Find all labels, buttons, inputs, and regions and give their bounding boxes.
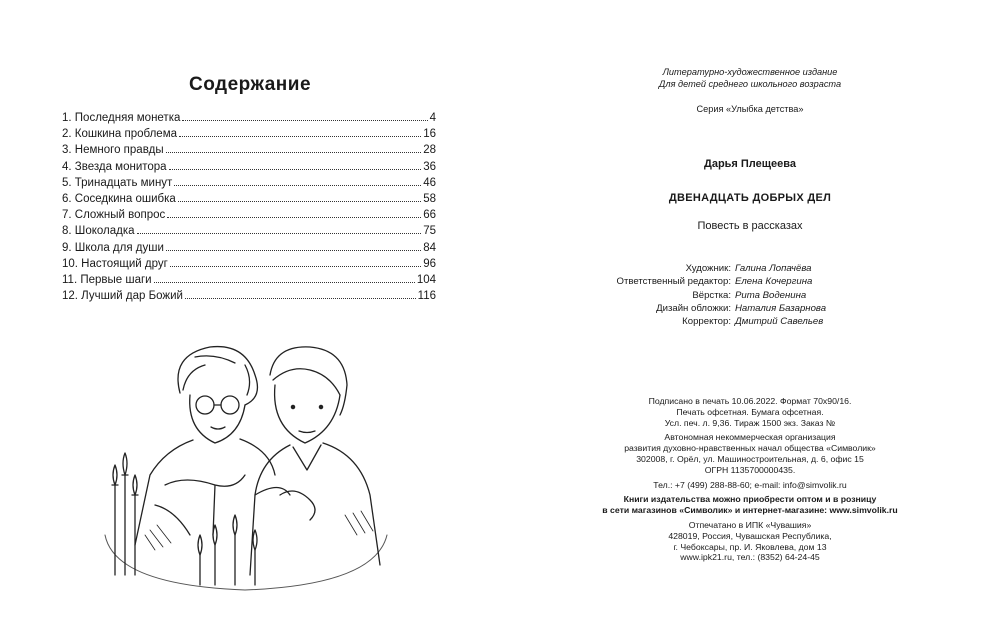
book-subtitle: Повесть в рассказах (697, 220, 803, 232)
imprint-shop: в сети магазинов «Символик» и интернет-магазине: www.simvolik.ru (602, 505, 898, 516)
toc-leader (137, 233, 422, 234)
toc-list (62, 110, 436, 304)
toc-entry-title: 3. Немного правды (62, 144, 164, 157)
toc-entry-page: 58 (423, 192, 436, 205)
imprint-contacts: Тел.: +7 (499) 288-88-60; e-mail: info@simvolik.ru (653, 479, 847, 490)
toc-entry-title: 5. Тринадцать минут (62, 176, 173, 189)
credit-name: Наталия Базарнова (735, 302, 827, 314)
credit-name: Елена Кочергина (735, 276, 813, 288)
toc-entry-title: 1. Последняя монетка (62, 112, 181, 124)
credit-name: Галина Лопачёва (735, 263, 812, 274)
toc-entry-title: 7. Сложный вопрос (62, 209, 166, 222)
toc-entry (62, 175, 436, 191)
toc-entry-title: 9. Школа для души (62, 241, 164, 254)
genre-line: Литературно-художественное издание (662, 67, 838, 77)
credit-row (500, 275, 1000, 288)
imprint-printer: г. Чебоксары, пр. И. Яковлева, дом 13 (673, 541, 827, 552)
imprint-print-run: Усл. печ. л. 9,36. Тираж 1500 экз. Заказ № (664, 417, 836, 428)
author-name: Дарья Плещеева (703, 158, 797, 170)
credit-name: Рита Воденина (735, 289, 807, 301)
toc-entry-page: 75 (423, 225, 436, 238)
toc-entry-title: 12. Лучший дар Божий (62, 290, 183, 303)
toc-entry (62, 240, 436, 256)
toc-leader (166, 152, 422, 153)
toc-leader (174, 185, 421, 186)
credit-row (500, 302, 1000, 315)
series-line: Серия «Улыбка детства» (696, 104, 804, 114)
toc-entry (62, 126, 436, 142)
toc-entry-title: 2. Кошкина проблема (62, 128, 177, 141)
credit-role: Художник: (685, 263, 731, 274)
toc-entry (62, 272, 436, 288)
toc-entry-title: 4. Звезда монитора (62, 160, 167, 173)
toc-entry-title: 11. Первые шаги (62, 273, 152, 286)
credits-block (500, 262, 1000, 328)
credit-row (500, 315, 1000, 328)
toc-entry-page: 84 (423, 241, 436, 254)
imprint-printer: 428019, Россия, Чувашская Республика, (668, 530, 832, 541)
toc-entry-page: 46 (423, 176, 436, 189)
toc-leader (154, 282, 415, 283)
imprint-paper: Печать офсетная. Бумага офсетная. (676, 406, 824, 417)
toc-entry (62, 288, 436, 304)
toc-leader (178, 201, 421, 202)
toc-entry-title: 8. Шоколадка (62, 225, 135, 238)
toc-entry-page: 36 (423, 160, 436, 173)
toc-entry (62, 142, 436, 158)
toc-entry-page: 104 (416, 273, 436, 286)
right-page (500, 0, 1000, 618)
toc-entry (62, 191, 436, 207)
credit-row (500, 289, 1000, 302)
toc-entry-page: 4 (429, 112, 436, 124)
imprint-address: 302008, г. Орёл, ул. Машиностроительная, д. 6, офис 15 (636, 453, 864, 464)
book-title: ДВЕНАДЦАТЬ ДОБРЫХ ДЕЛ (668, 192, 832, 204)
toc-leader (182, 120, 427, 121)
toc-entry (62, 256, 436, 272)
toc-leader (179, 136, 421, 137)
credit-name: Дмитрий Савельев (735, 316, 824, 328)
imprint-org: Автономная некоммерческая организация (664, 432, 836, 443)
toc-entry-title: 10. Настоящий друг (62, 257, 168, 270)
toc-entry (62, 223, 436, 239)
toc-entry-page: 116 (417, 290, 436, 303)
toc-entry-page: 96 (423, 257, 436, 270)
toc-entry (62, 207, 436, 223)
credit-row (500, 262, 1000, 275)
imprint-ogrn: ОГРН 1135700000435. (704, 464, 796, 475)
toc-leader (169, 169, 422, 170)
toc-leader (167, 217, 421, 218)
toc-title: Содержание (188, 74, 312, 95)
imprint-printer: Отпечатано в ИПК «Чувашия» (688, 519, 812, 530)
toc-entry (62, 110, 436, 126)
toc-leader (185, 298, 416, 299)
imprint-printer: www.ipk21.ru, тел.: (8352) 64-24-45 (680, 552, 820, 563)
toc-leader (170, 266, 421, 267)
toc-entry-page: 66 (423, 209, 436, 222)
genre-block (500, 66, 1000, 90)
audience-line: Для детей среднего школьного возраста (658, 79, 842, 89)
credit-role: Ответственный редактор: (616, 276, 731, 288)
imprint-org: развития духовно-нравственных начал общества «Символик» (624, 443, 876, 454)
credit-role: Вёрстка: (692, 289, 731, 301)
toc-entry-page: 28 (423, 144, 436, 157)
toc-entry-page: 16 (423, 128, 436, 141)
imprint-signed: Подписано в печать 10.06.2022. Формат 70х90/16. (648, 396, 852, 406)
toc-entry (62, 159, 436, 175)
toc-leader (166, 250, 421, 251)
children-candles-illustration (95, 335, 395, 595)
credit-role: Корректор: (682, 316, 731, 328)
credit-role: Дизайн обложки: (656, 302, 731, 314)
toc-entry-title: 6. Соседкина ошибка (62, 192, 176, 205)
imprint-block (500, 396, 1000, 563)
imprint-shop: Книги издательства можно приобрести оптом и в розницу (623, 494, 877, 505)
